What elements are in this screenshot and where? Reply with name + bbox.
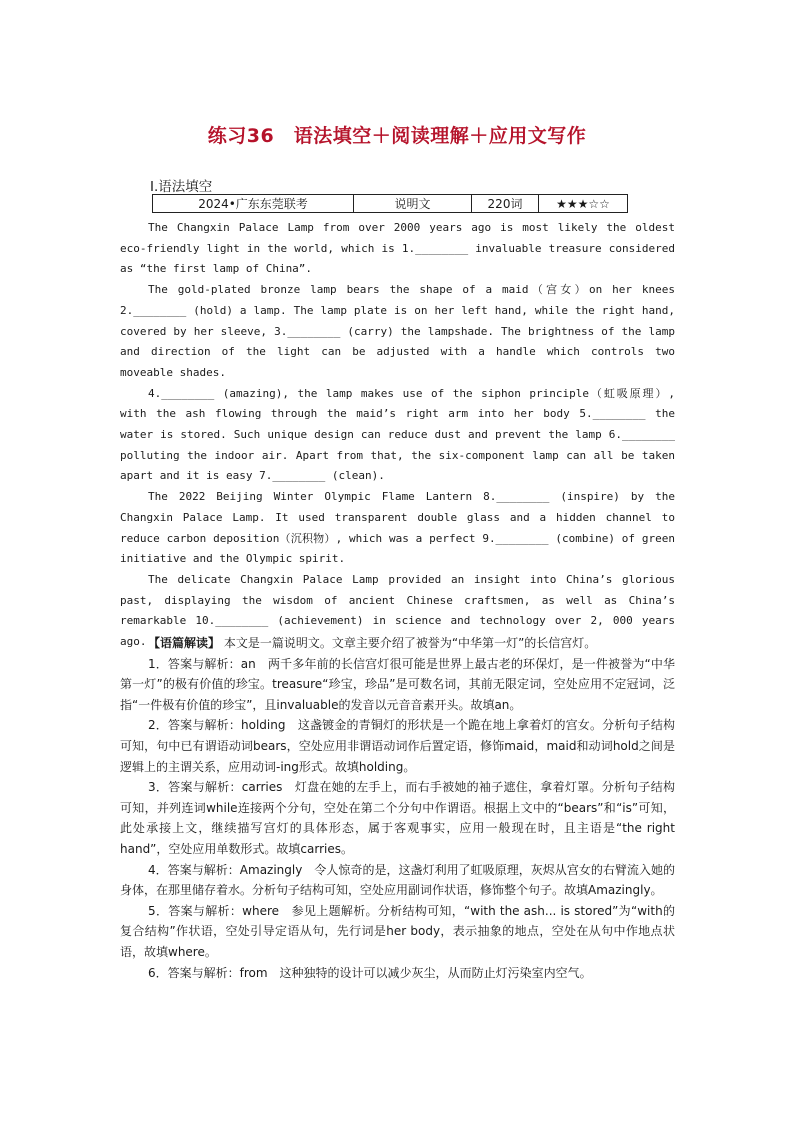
interpretation-text: 本文是一篇说明文。文章主要介绍了被誉为“中华第一灯”的长信宫灯。 xyxy=(223,636,597,650)
page-title: 练习36 语法填空＋阅读理解＋应用文写作 xyxy=(207,125,587,147)
passage-paragraph: The 2022 Beijing Winter Olympic Flame Lantern 8.________ (inspire) by the Changxin Palace Lamp. It used transparent double glass and a hidden channel to reduce carbon deposition（沉积物）, which was a perfect 9.________ (combine) of green initiative and the Olympic spirit. xyxy=(120,490,675,566)
info-table xyxy=(152,194,628,213)
interpretation-label: 【语篇解读】 xyxy=(148,636,221,650)
word-count-cell: 220词 xyxy=(472,195,539,213)
passage xyxy=(120,218,675,653)
answer-item: 6．答案与解析：from 这种独特的设计可以减少灰尘，从而防止灯污染室内空气。 xyxy=(148,965,592,980)
answer-item: 2．答案与解析：holding 这盏镀金的青铜灯的形状是一个跪在地上拿着灯的宫女。分析句子结构可知，句中已有谓语动词bears，空处应用非谓语动词作后置定语，修饰maid，maid和动词hold之间是逻辑上的主谓关系，应用动词-ing形式。故填holding。 xyxy=(120,718,675,774)
answer-item: 5．答案与解析：where 参见上题解析。分析结构可知，“with the ash... is stored”为“with的复合结构”作状语，空处引导定语从句，先行词是her body，表示抽象的地点，空处在从句中作地点状语，故填where。 xyxy=(120,903,675,959)
answer-item: 1．答案与解析：an 两千多年前的长信宫灯很可能是世界上最古老的环保灯，是一件被誉为“中华第一灯”的极有价值的珍宝。treasure“珍宝，珍品”是可数名词，其前无限定词，空处应用不定冠词，泛指“一件极有价值的珍宝”，且invaluable的发音以元音音素开头。故填an。 xyxy=(120,656,675,712)
passage-paragraph: The delicate Changxin Palace Lamp provided an insight into China’s glorious past, displaying the wisdom of ancient Chinese craftsmen, as well as China’s remarkable 10.________ (achievement) in science and technology over 2, 000 years ago. xyxy=(120,572,675,649)
passage-paragraph: 4.________ (amazing), the lamp makes use of the siphon principle（虹吸原理）, with the ash flowing through the maid’s right arm into her body 5.________ the water is stored. Such unique design can reduce dust and prevent the lamp 6.________ polluting the indoor air. Apart from that, the six-component lamp can all be taken apart and it is easy 7.________ (clean). xyxy=(120,386,675,483)
answers-section xyxy=(120,633,675,983)
passage-paragraph: The gold-plated bronze lamp bears the shape of a maid（宫女）on her knees 2.________ (hold) a lamp. The lamp plate is on her left hand, while the right hand, covered by her sleeve, 3.________ (carry) the lampshade. The brightness of the lamp and direction of the light can be adjusted with a handle which controls two moveable shades. xyxy=(120,283,675,379)
answer-item: 3．答案与解析：carries 灯盘在她的左手上，而右手被她的袖子遮住，拿着灯罩。分析句子结构可知，并列连词while连接两个分句，空处在第二个分句中作谓语。根据上文中的“bears”和“is”可知，此处承接上文，继续描写宫灯的具体形态，属于客观事实，应用一般现在时，且主语是“the right hand”，空处应用单数形式。故填carries。 xyxy=(120,780,675,856)
passage-paragraph: The Changxin Palace Lamp from over 2000 years ago is most likely the oldest eco-friendly light in the world, which is 1.________ invaluable treasure considered as “the first lamp of China”. xyxy=(120,221,675,276)
section-heading: Ⅰ.语法填空 xyxy=(150,179,213,195)
interpretation xyxy=(120,633,675,654)
source-cell: 2024•广东东莞联考 xyxy=(153,195,354,213)
genre-cell: 说明文 xyxy=(354,195,472,213)
answer-item: 4．答案与解析：Amazingly 令人惊奇的是，这盏灯利用了虹吸原理，灰烬从宫女的右臂流入她的身体，在那里储存着水。分析句子结构可知，空处应用副词作状语，修饰整个句子。故填Amazingly。 xyxy=(120,862,675,898)
difficulty-cell: ★★★☆☆ xyxy=(539,195,628,213)
